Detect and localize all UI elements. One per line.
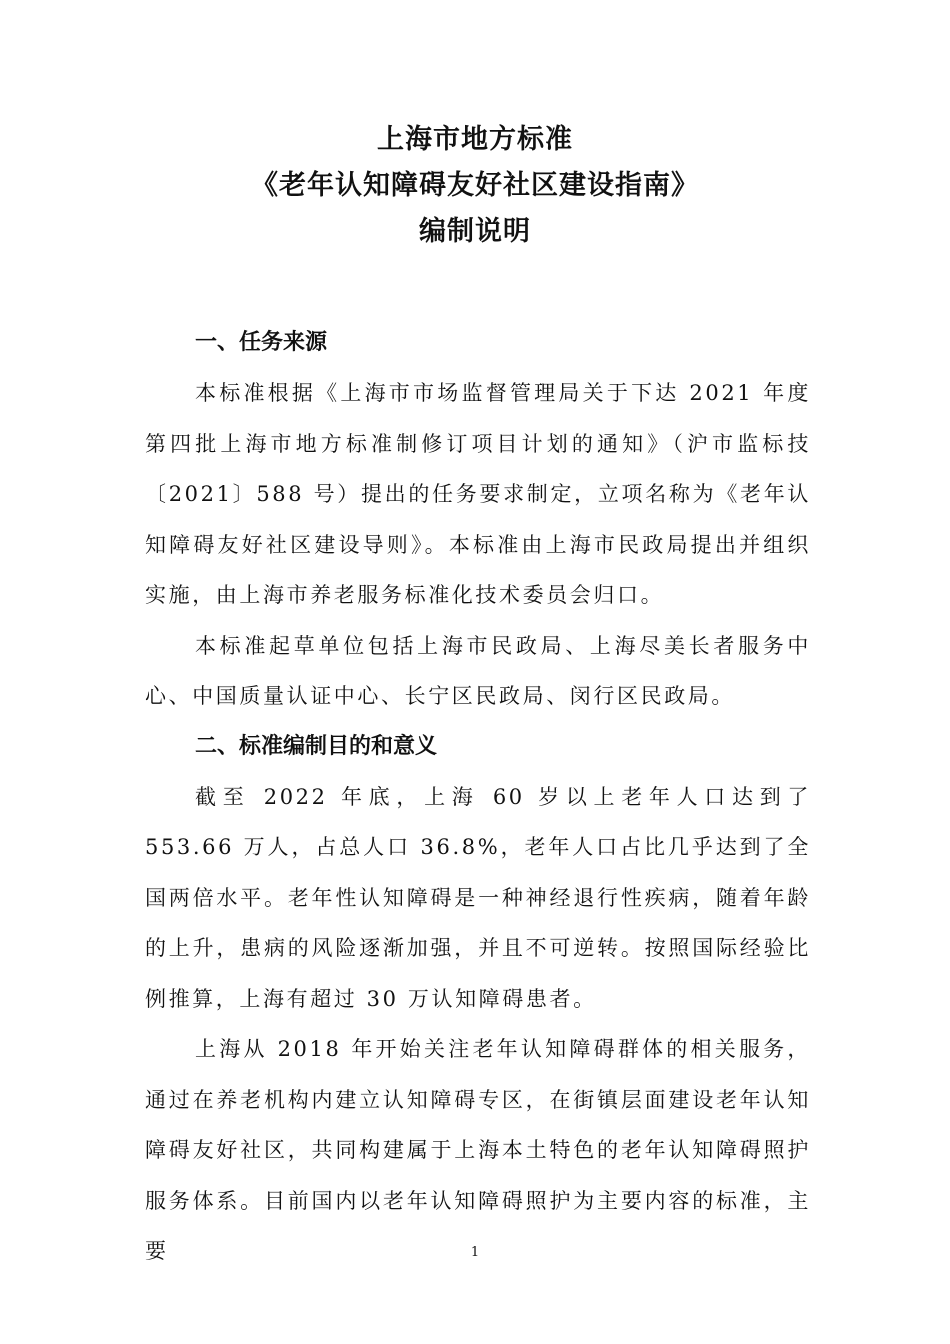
title-line-standard-name: 《老年认知障碍友好社区建设指南》 <box>251 170 699 201</box>
document-body <box>145 318 811 1277</box>
section-heading: 二、标准编制目的和意义 <box>195 733 438 759</box>
paragraph: 本标准根据《上海市市场监督管理局关于下达 2021 年度第四批上海市地方标准制修订项目计划的通知》（沪市监标技〔2021〕588 号）提出的任务要求制定，立项名称为《老年认知障碍友好社区建设导则》。本标准由上海市民政局提出并组织实施，由上海市养老服务标准化技术委员会归口。 <box>145 381 811 607</box>
section-purpose-significance <box>145 722 811 1277</box>
page-number: 1 <box>470 1245 480 1260</box>
section-task-source <box>145 318 811 722</box>
title-line-document-type: 编制说明 <box>419 216 531 247</box>
section-heading: 一、任务来源 <box>195 330 328 355</box>
paragraph: 本标准起草单位包括上海市民政局、上海尽美长者服务中心、中国质量认证中心、长宁区民政局、闵行区民政局。 <box>145 633 811 708</box>
paragraph: 截至 2022 年底，上海 60 岁以上老年人口达到了 553.66 万人，占总人口 36.8%，老年人口占比几乎达到了全国两倍水平。老年性认知障碍是一种神经退行性疾病，随着年龄的上升，患病的风险逐渐加强，并且不可逆转。按照国际经验比例推算，上海有超过 30 万认知障碍患者。 <box>145 784 811 1011</box>
paragraph: 上海从 2018 年开始关注老年认知障碍群体的相关服务，通过在养老机构内建立认知障碍专区，在街镇层面建设老年认知障碍友好社区，共同构建属于上海本土特色的老年认知障碍照护服务体系。目前国内以老年认知障碍照护为主要内容的标准，主要 <box>145 1037 811 1263</box>
document-title <box>0 117 950 255</box>
title-line-standard-type: 上海市地方标准 <box>377 124 573 155</box>
